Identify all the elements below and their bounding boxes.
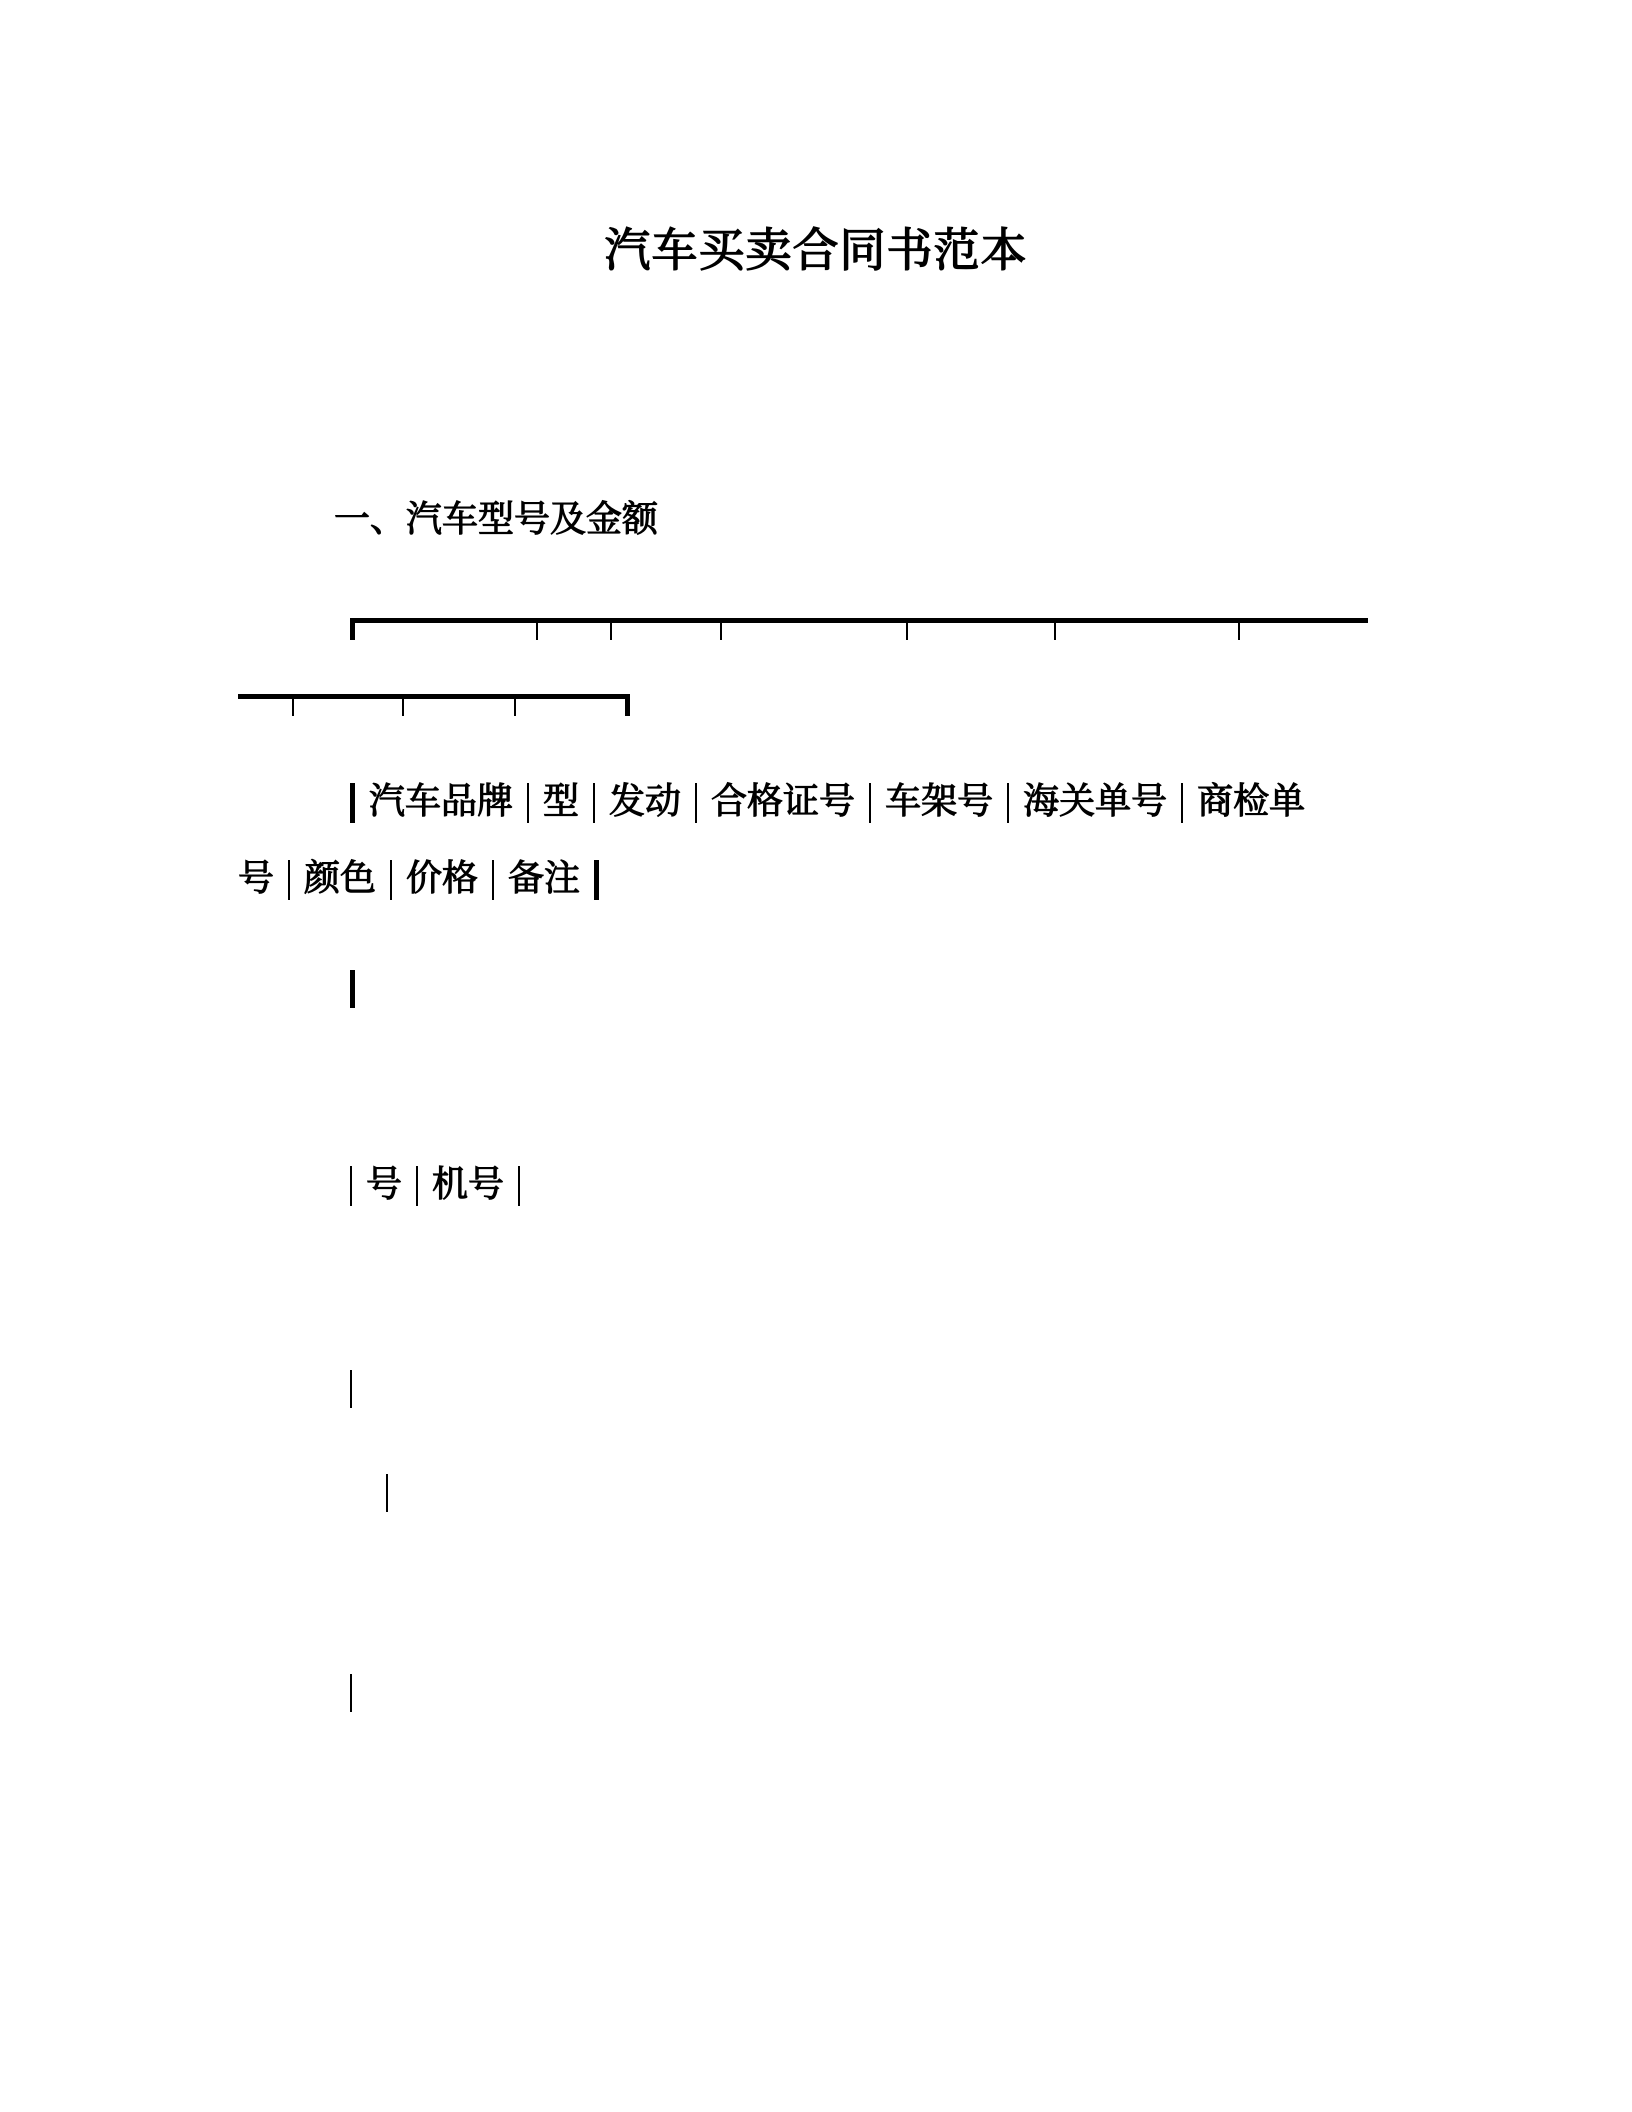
cell-divider [518,1166,520,1206]
cell-divider [869,783,871,823]
table-header-cell: 合格证号 [711,781,856,822]
section-heading: 一、汽车型号及金额 [334,499,659,540]
table-column-tick [1054,618,1056,640]
cell-divider [695,783,697,823]
table-header-cell: 海关单号 [1023,781,1168,822]
table-column-tick [402,694,404,716]
cell-divider [527,783,529,823]
table-column-tick [514,694,516,716]
table-header-cell: 号 [366,1164,403,1205]
cell-divider [350,783,355,823]
cell-divider [1181,783,1183,823]
table-column-tick [610,618,612,640]
table-header-cell: 颜色 [304,858,377,899]
cell-divider [288,860,290,900]
table-column-tick [1238,618,1240,640]
table-header-cell: 型 [543,781,580,822]
table-top-border-wrap [238,694,628,699]
table-header-row-1 [350,779,1305,825]
cell-divider [1007,783,1009,823]
cell-divider [390,860,392,900]
cell-divider [594,860,599,900]
table-header-cell: 商检单 [1197,781,1306,822]
table-column-tick [536,618,538,640]
cell-divider [416,1166,418,1206]
table-header-continuation-row [350,1162,520,1208]
table-column-tick [292,694,294,716]
table-top-border [350,618,1368,623]
cell-divider [593,783,595,823]
cell-divider [350,1166,352,1206]
table-header-cell: 发动 [609,781,682,822]
table-corner-left [350,618,355,640]
table-header-cell: 汽车品牌 [369,781,514,822]
table-border-fragment [350,1370,352,1408]
table-border-fragment [386,1474,388,1512]
table-border-fragment [350,1674,352,1712]
cell-divider [492,860,494,900]
table-column-tick [906,618,908,640]
table-header-cell: 备注 [508,858,581,899]
table-header-cell: 价格 [406,858,479,899]
table-column-tick [720,618,722,640]
table-header-cell: 机号 [432,1164,505,1205]
table-header-cell: 车架号 [885,781,994,822]
table-header-cell: 号 [238,858,275,899]
table-corner-right [625,694,630,716]
document-title: 汽车买卖合同书范本 [604,223,1028,277]
table-border-fragment [350,970,355,1008]
table-header-row-2 [238,856,599,902]
